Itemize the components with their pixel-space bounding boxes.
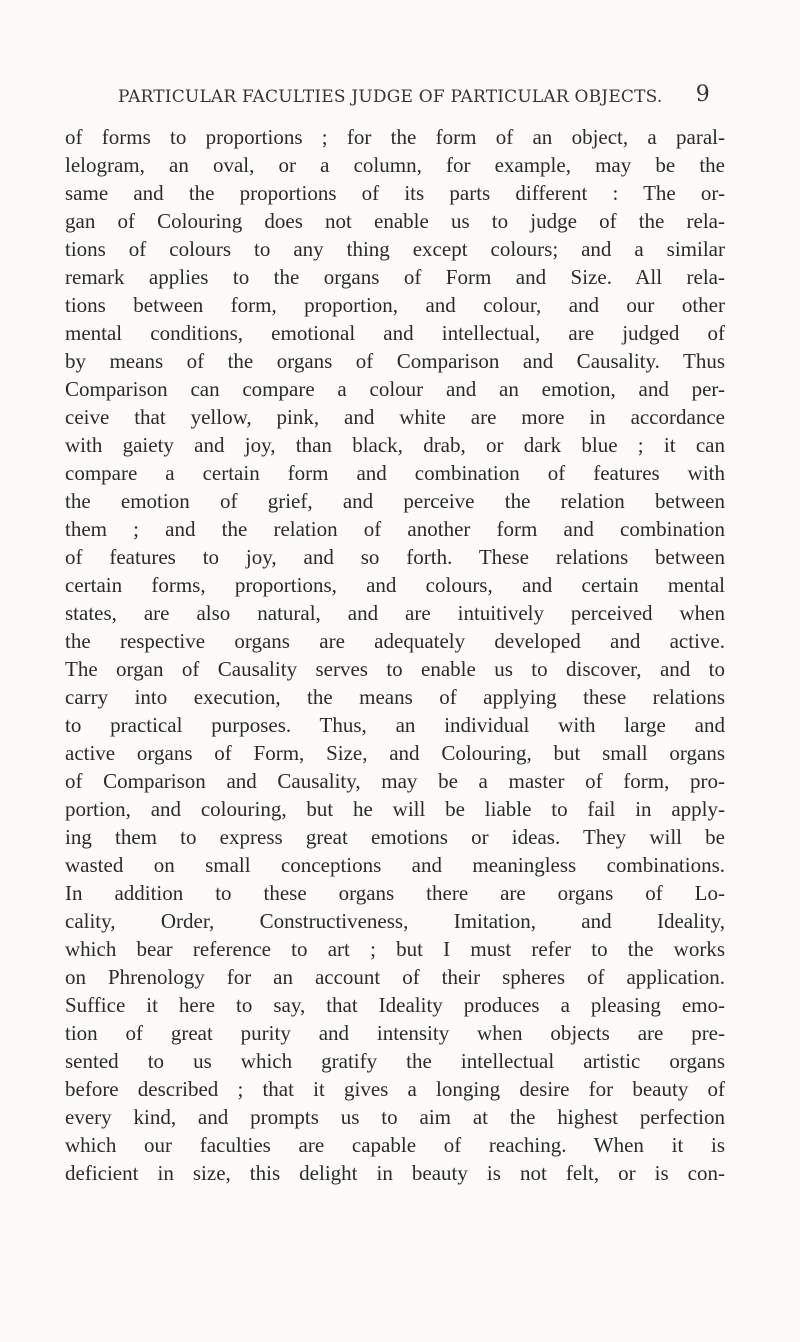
text-line: gan of Colouring does not enable us to judge of the rela- bbox=[65, 209, 725, 233]
text-line: ing them to express great emotions or ideas. They will be bbox=[65, 825, 725, 849]
text-line: sented to us which gratify the intellectual artistic organs bbox=[65, 1049, 725, 1073]
text-line: In addition to these organs there are organs of Lo- bbox=[65, 881, 725, 905]
text-line: Suffice it here to say, that Ideality produces a pleasing emo- bbox=[65, 993, 725, 1017]
page-number: 9 bbox=[695, 82, 710, 107]
text-line: tions of colours to any thing except colours; and a similar bbox=[65, 237, 725, 261]
text-line: The organ of Causality serves to enable us to discover, and to bbox=[65, 657, 725, 681]
text-line: by means of the organs of Comparison and Causality. Thus bbox=[65, 349, 725, 373]
text-line: states, are also natural, and are intuitively perceived when bbox=[65, 601, 725, 625]
running-header bbox=[118, 82, 710, 109]
text-line: compare a certain form and combination of features with bbox=[65, 461, 725, 485]
text-line: tions between form, proportion, and colour, and our other bbox=[65, 293, 725, 317]
text-line: carry into execution, the means of applying these relations bbox=[65, 685, 725, 709]
text-line: active organs of Form, Size, and Colouring, but small organs bbox=[65, 741, 725, 765]
text-line: which our faculties are capable of reaching. When it is bbox=[65, 1133, 725, 1157]
text-line: portion, and colouring, but he will be liable to fail in apply- bbox=[65, 797, 725, 821]
text-line: remark applies to the organs of Form and Size. All rela- bbox=[65, 265, 725, 289]
text-line: Comparison can compare a colour and an emotion, and per- bbox=[65, 377, 725, 401]
text-line: same and the proportions of its parts different : The or- bbox=[65, 181, 725, 205]
text-line: the respective organs are adequately developed and active. bbox=[65, 629, 725, 653]
text-line: with gaiety and joy, than black, drab, or dark blue ; it can bbox=[65, 433, 725, 457]
text-line: on Phrenology for an account of their spheres of application. bbox=[65, 965, 725, 989]
text-line: every kind, and prompts us to aim at the highest perfection bbox=[65, 1105, 725, 1129]
text-line: ceive that yellow, pink, and white are more in accordance bbox=[65, 405, 725, 429]
text-line: to practical purposes. Thus, an individual with large and bbox=[65, 713, 725, 737]
text-line: deficient in size, this delight in beauty is not felt, or is con- bbox=[65, 1161, 725, 1185]
text-line: mental conditions, emotional and intellectual, are judged of bbox=[65, 321, 725, 345]
text-line: of forms to proportions ; for the form of an object, a paral- bbox=[65, 125, 725, 149]
text-line: certain forms, proportions, and colours, and certain mental bbox=[65, 573, 725, 597]
text-line: of Comparison and Causality, may be a master of form, pro- bbox=[65, 769, 725, 793]
text-line: which bear reference to art ; but I must refer to the works bbox=[65, 937, 725, 961]
text-line: the emotion of grief, and perceive the relation between bbox=[65, 489, 725, 513]
running-header-title: PARTICULAR FACULTIES JUDGE OF PARTICULAR OBJECTS. bbox=[118, 87, 663, 107]
text-line: before described ; that it gives a longing desire for beauty of bbox=[65, 1077, 725, 1101]
text-line: tion of great purity and intensity when objects are pre- bbox=[65, 1021, 725, 1045]
text-line: lelogram, an oval, or a column, for example, may be the bbox=[65, 153, 725, 177]
text-line: cality, Order, Constructiveness, Imitation, and Ideality, bbox=[65, 909, 725, 933]
text-line: wasted on small conceptions and meaningless combinations. bbox=[65, 853, 725, 877]
body-text bbox=[65, 123, 725, 1187]
text-line: of features to joy, and so forth. These relations between bbox=[65, 545, 725, 569]
text-line: them ; and the relation of another form and combination bbox=[65, 517, 725, 541]
